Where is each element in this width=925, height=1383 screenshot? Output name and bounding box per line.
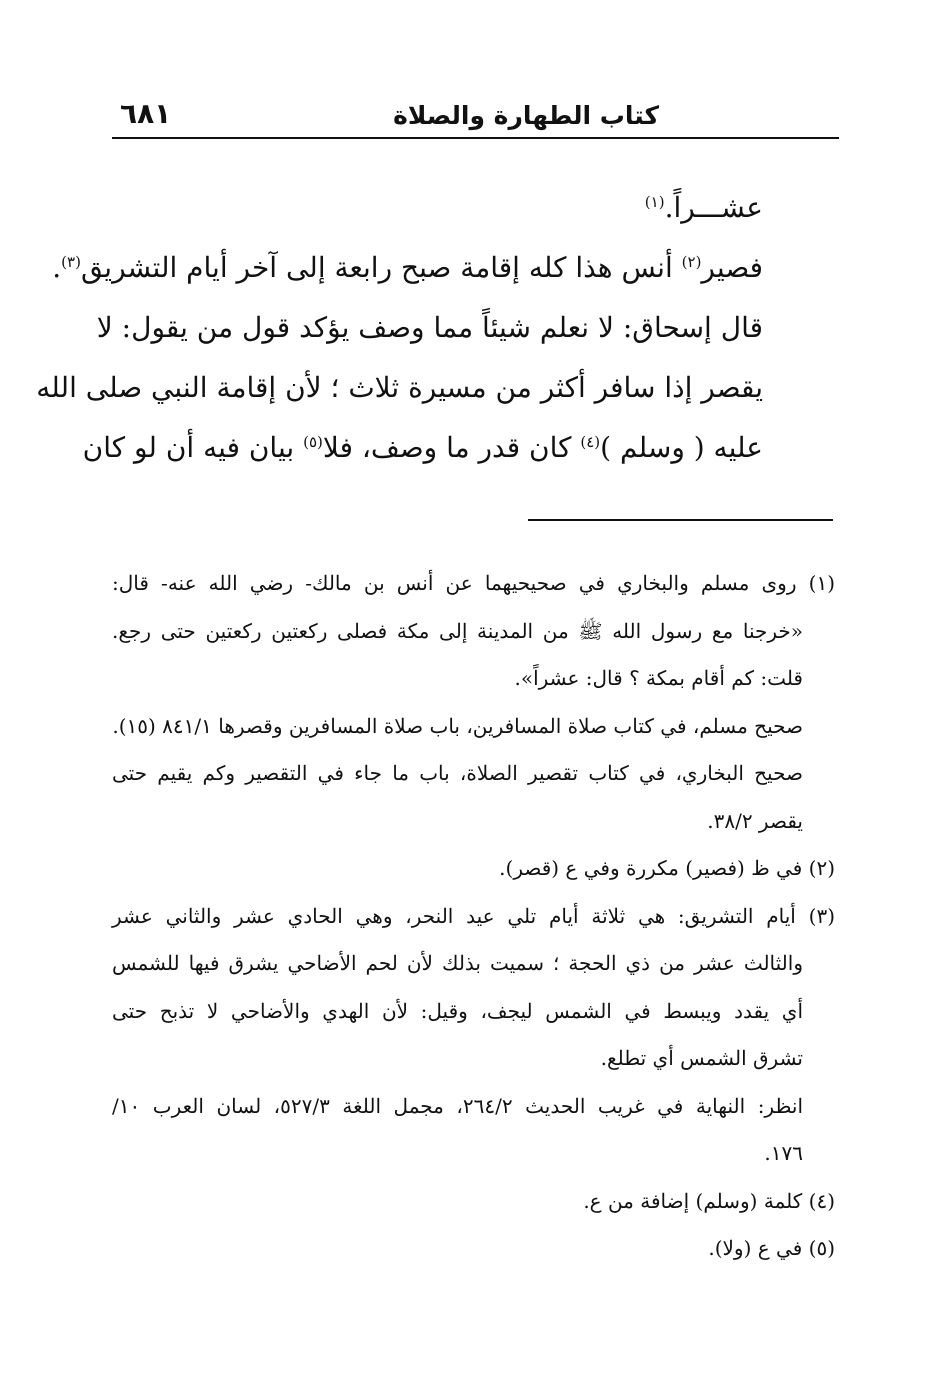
footnote-line: (٢) في ظ (فصير) مكررة وفي ع (قصر). <box>499 856 835 880</box>
running-header <box>112 95 839 139</box>
header-title: كتاب الطهارة والصلاة <box>393 101 659 130</box>
footnote-line: قلت: كم أقام بمكة ؟ قال: عشراً». <box>514 666 803 690</box>
footnote-ref: (١) <box>644 193 665 211</box>
main-text <box>36 178 763 478</box>
footnote-line: (٣) أيام التشريق: هي ثلاثة أيام تلي عيد النحر، وهي الحادي عشر والثاني عشر <box>112 903 835 928</box>
body-line: يقصر إذا سافر أكثر من مسيرة ثلاث ؛ لأن إقامة النبي صلى الله <box>36 371 763 404</box>
footnote-line: (١) روى مسلم والبخاري في صحيحيهما عن أنس بن مالك- رضي الله عنه- قال: <box>112 571 835 595</box>
body-line: قال إسحاق: لا نعلم شيئاً مما وصف يؤكد قول من يقول: لا <box>96 311 763 344</box>
footnote-ref: (٥) <box>303 433 323 451</box>
footnote-line: ١٧٦. <box>764 1141 803 1165</box>
footnote-separator <box>528 519 833 521</box>
body-line: فصير$^{(٢)}$ أنس هذا كله إقامة صبح رابعة إلى آخر أيام التشريق$^{(٣)}$. <box>52 251 763 284</box>
body-line: عليه ( وسلم )$^{(٤)}$ كان قدر ما وصف، فلا$^{(٥)}$ بيان فيه أن لو كان <box>82 431 763 464</box>
body-line: عشـــراً.$^{(١)}$ <box>644 191 763 224</box>
footnote-line: أي يقدد ويبسط في الشمس ليجف، وقيل: لأن الهدي والأضاحي لا تذبح حتى <box>112 998 803 1023</box>
page-number: ٦٨١ <box>120 97 172 130</box>
footnote-line: صحيح البخاري، في كتاب تقصير الصلاة، باب ما جاء في التقصير وكم يقيم حتى <box>112 761 803 785</box>
footnote-line: يقصر ٣٨/٢. <box>707 808 803 833</box>
footnote-line: تشرق الشمس أي تطلع. <box>600 1046 803 1070</box>
footnote-ref: (٢) <box>681 253 702 271</box>
footnote-line: والثالث عشر من ذي الحجة ؛ سميت بذلك لأن لحم الأضاحي يشرق فيها للشمس <box>112 951 803 975</box>
footnote-ref: (٣) <box>61 253 81 271</box>
footnote-line: (٤) كلمة (وسلم) إضافة من ع. <box>583 1188 835 1213</box>
footnote-line: انظر: النهاية في غريب الحديث ٢٦٤/٢، مجمل اللغة ٥٢٧/٣، لسان العرب ١٠/ <box>112 1093 803 1118</box>
footnote-line: «خرجنا مع رسول الله ﷺ من المدينة إلى مكة فصلى ركعتين ركعتين حتى رجع. <box>112 618 803 643</box>
footnote-line: صحيح مسلم، في كتاب صلاة المسافرين، باب صلاة المسافرين وقصرها ٨٤١/١ (١٥). <box>112 713 803 738</box>
footnote-line: (٥) في ع (ولا). <box>708 1236 835 1260</box>
footnote-ref: (٤) <box>580 433 601 451</box>
footnotes <box>112 560 835 1273</box>
